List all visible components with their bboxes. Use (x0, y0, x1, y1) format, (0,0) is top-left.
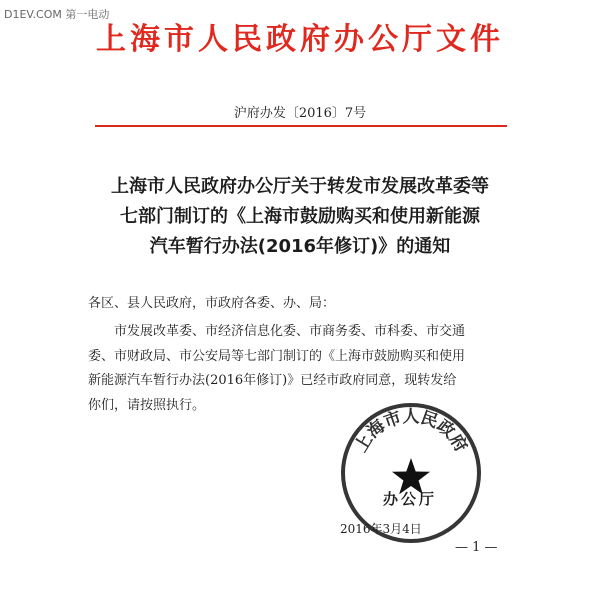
notice-title-line: 七部门制订的《上海市鼓励购买和使用新能源 (120, 206, 480, 227)
body-line: 你们，请按照执行。 (88, 397, 206, 413)
page-number: — 1 — (455, 540, 498, 555)
body-line: 新能源汽车暂行办法(2016年修订)》已经市政府同意，现转发给 (88, 373, 457, 388)
issue-date: 2016年3月4日 (340, 522, 422, 536)
site-watermark: D1EV.COM 第一电动 (4, 8, 110, 21)
body-line: 委、市财政局、市公安局等七部门制订的《上海市鼓励购买和使用 (88, 348, 466, 364)
notice-title-line: 汽车暂行办法(2016年修订)》的通知 (149, 236, 451, 257)
red-divider-line (95, 125, 507, 127)
addressee-line: 各区、县人民政府，市政府各委、办、局： (88, 296, 336, 311)
notice-title-line: 上海市人民政府办公厅关于转发市发展改革委等 (111, 176, 489, 197)
seal-arc-text: 上海市人民政府 (351, 407, 471, 456)
notice-title (40, 172, 560, 262)
document-header-title: 上海市人民政府办公厅文件 (96, 22, 504, 57)
body-line: 市发展改革委、市经济信息化委、市商务委、市科委、市交通 (114, 324, 466, 339)
document-number: 沪府办发〔2016〕7号 (233, 106, 367, 121)
signer-office: 办公厅 (382, 490, 437, 508)
